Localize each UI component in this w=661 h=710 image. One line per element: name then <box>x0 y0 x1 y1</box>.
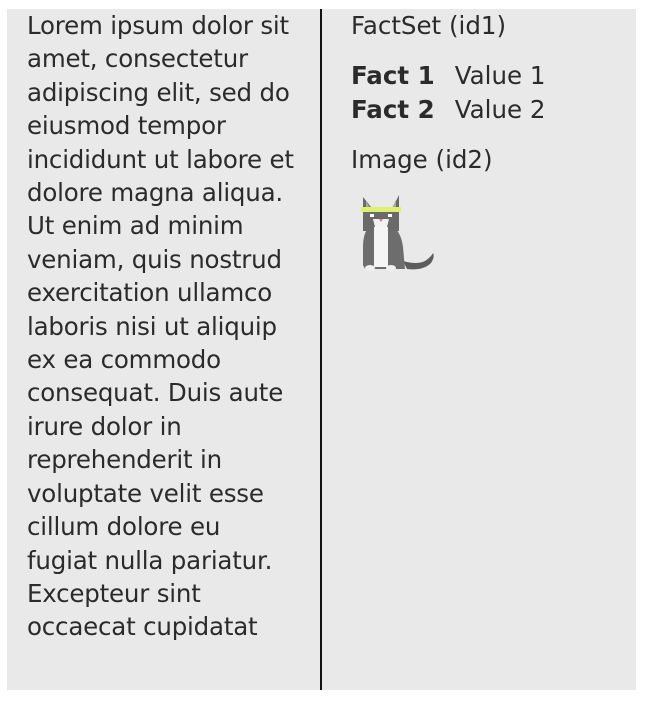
image-label: Image (id2) <box>351 145 493 174</box>
cat-image <box>357 191 435 271</box>
fact-row-2 <box>351 93 545 126</box>
left-column <box>7 9 321 690</box>
fact-title: Fact 2 <box>351 95 435 124</box>
fact-title: Fact 1 <box>351 61 435 90</box>
column-separator <box>320 9 322 690</box>
fact-row-1 <box>351 59 545 92</box>
fact-value: Value 1 <box>454 61 546 90</box>
right-column <box>351 9 636 690</box>
adaptive-card <box>7 9 636 690</box>
fact-value: Value 2 <box>454 95 546 124</box>
body-text: Lorem ipsum dolor sit amet, consectetur adipiscing elit, sed do eiusmod tempor incididunt ut labore et dolore magna aliqua. Ut enim ad minim veniam, quis nostrud exercitation ullamco laboris nisi ut aliquip ex ea commodo consequat. Duis aute irure dolor in reprehenderit in voluptate velit esse cillum dolore eu fugiat nulla pariatur. Excepteur sint occaecat cupidatat <box>27 11 294 642</box>
factset-label: FactSet (id1) <box>351 11 507 40</box>
